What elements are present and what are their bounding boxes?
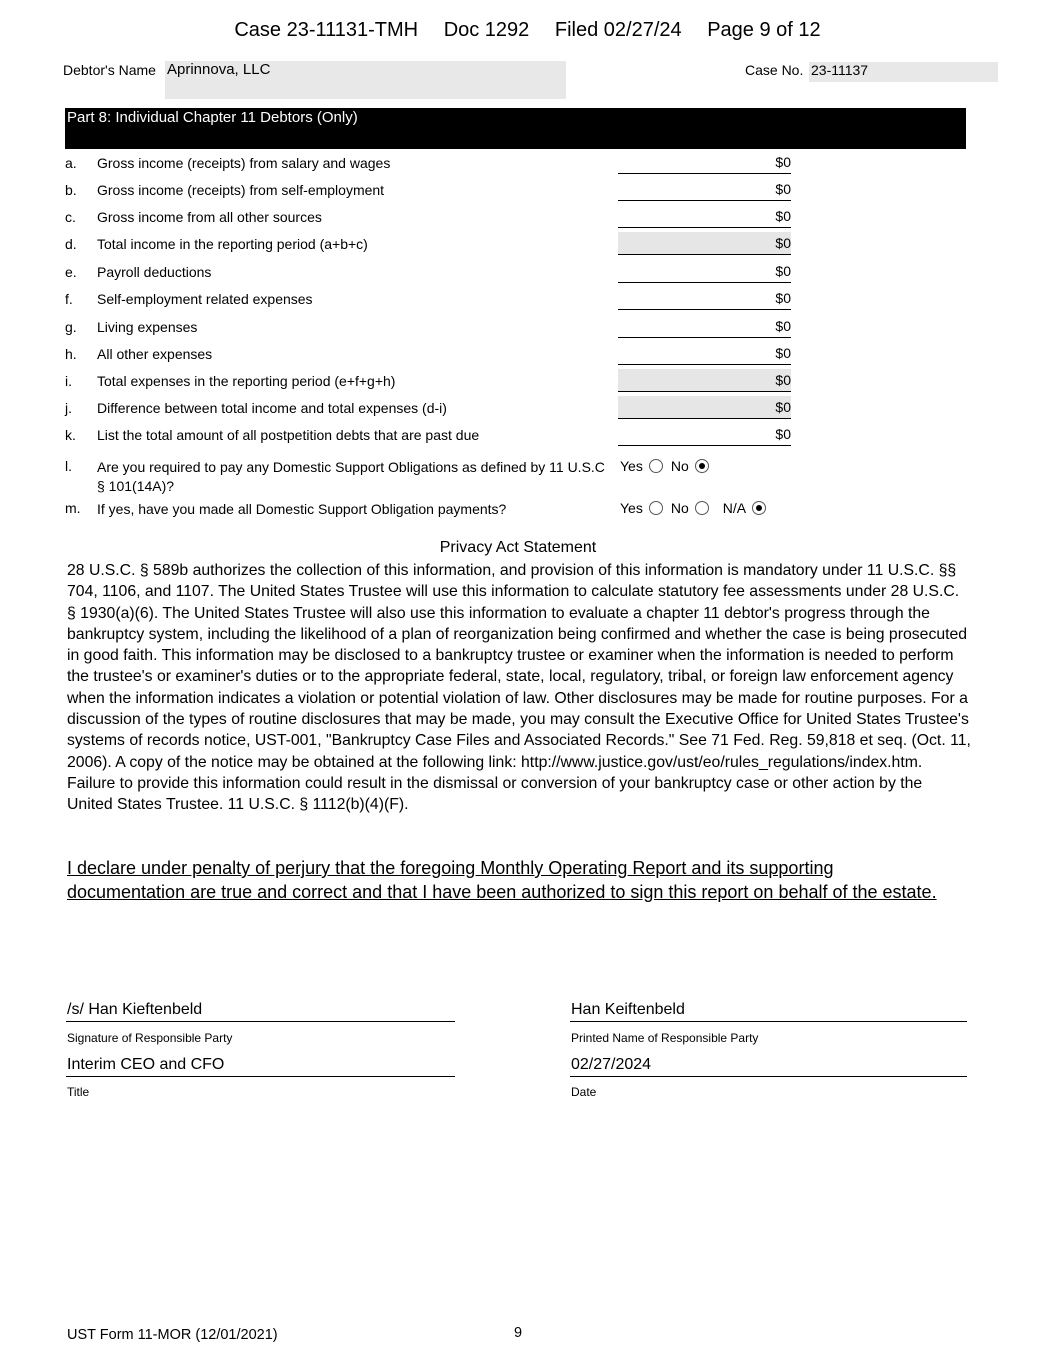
signature-caption: Signature of Responsible Party: [67, 1031, 233, 1045]
line-amount-field[interactable]: $0: [618, 178, 791, 201]
line-total-field: $0: [618, 369, 791, 392]
line-item-i: [0, 373, 1055, 400]
section-header: Part 8: Individual Chapter 11 Debtors (Only): [65, 108, 966, 149]
doc-number: Doc 1292: [443, 19, 530, 41]
line-letter: d.: [65, 236, 77, 252]
line-amount-field[interactable]: $0: [618, 151, 791, 174]
title-field[interactable]: Interim CEO and CFO: [66, 1055, 455, 1077]
line-description: Gross income from all other sources: [97, 209, 322, 225]
line-item-d: [0, 236, 1055, 263]
debtor-name-label: Debtor's Name: [63, 62, 156, 78]
filed-date: Filed 02/27/24: [554, 19, 682, 41]
case-number: Case 23-11131-TMH: [234, 19, 419, 41]
date-caption: Date: [571, 1085, 597, 1099]
line-description: All other expenses: [97, 346, 213, 362]
printed-name-caption: Printed Name of Responsible Party: [571, 1031, 759, 1045]
line-amount-field[interactable]: $0: [618, 205, 791, 228]
line-description: Self-employment related expenses: [97, 291, 313, 307]
line-item-f: [0, 291, 1055, 318]
option-label: Yes: [620, 458, 643, 474]
radio-na-selected-icon[interactable]: [752, 501, 766, 515]
line-item-h: [0, 346, 1055, 373]
answer-options: [620, 458, 717, 474]
page-indicator: Page 9 of 12: [707, 19, 821, 41]
privacy-act-title: Privacy Act Statement: [439, 539, 597, 556]
case-no-label: Case No.: [745, 62, 804, 78]
line-description: Total expenses in the reporting period (e+f+g+h): [97, 373, 396, 389]
radio-no-selected-icon[interactable]: [695, 459, 709, 473]
line-item-a: [0, 155, 1055, 182]
line-description: Gross income (receipts) from salary and wages: [97, 155, 391, 171]
line-letter: h.: [65, 346, 77, 362]
radio-yes-icon[interactable]: [649, 459, 663, 473]
line-letter: e.: [65, 264, 77, 280]
privacy-act-body: 28 U.S.C. § 589b authorizes the collection of this information, and provision of this information is mandatory under 11 U.S.C. §§ 704, 1106, and 1107. The United States Trustee will use this information to calculate statutory fee assessments under 28 U.S.C. § 1930(a)(6). The United States Trustee will also use this information to evaluate a chapter 11 debtor's progress through the bankruptcy system, including the likelihood of a plan of reorganization being confirmed and whether the case is being prosecuted in good faith. This information may be disclosed to a bankruptcy trustee or examiner when the information is needed to perform the trustee's or examiner's duties or to the appropriate federal, state, local, regulatory, tribal, or foreign law enforcement agency when the information indicates a violation or potential violation of law. Other disclosures may be made for routine purposes. For a discussion of the types of routine disclosures that may be made, you may consult the Executive Office for United States Trustee's systems of records notice, UST-001, "Bankruptcy Case Files and Associated Records." See 71 Fed. Reg. 59,818 et seq. (Oct. 11, 2006). A copy of the notice may be obtained at the following link: http://www.justice.gov/ust/eo/rules_regulations/index.htm. Failure to provide this information could result in the dismissal or conversion of your bankruptcy case or other action by the United States Trustee. 11 U.S.C. § 1112(b)(4)(F).: [67, 562, 971, 814]
line-letter: j.: [65, 400, 72, 416]
option-label: No: [670, 500, 689, 516]
signature-field[interactable]: /s/ Han Kieftenbeld: [66, 1000, 455, 1022]
line-letter: b.: [65, 182, 77, 198]
debtor-name-field[interactable]: Aprinnova, LLC: [165, 61, 566, 99]
perjury-declaration: I declare under penalty of perjury that the foregoing Monthly Operating Report and its supporting documentation are true and correct and that I have been authorized to sign this report on behalf of the estate.: [67, 858, 937, 902]
line-description: Payroll deductions: [97, 264, 212, 280]
line-total-field: $0: [618, 396, 791, 419]
line-amount-field[interactable]: $0: [618, 260, 791, 283]
line-item-g: [0, 319, 1055, 346]
line-amount-field[interactable]: $0: [618, 423, 791, 446]
line-description: List the total amount of all postpetition debts that are past due: [97, 427, 480, 443]
line-item-c: [0, 209, 1055, 236]
option-label: Yes: [620, 500, 643, 516]
case-no-field[interactable]: 23-11137: [809, 62, 998, 82]
line-amount-field[interactable]: $0: [618, 315, 791, 338]
line-letter: k.: [65, 427, 76, 443]
line-letter: g.: [65, 319, 77, 335]
line-item-e: [0, 264, 1055, 291]
radio-yes-icon[interactable]: [649, 501, 663, 515]
line-letter: l.: [65, 458, 72, 474]
line-letter: i.: [65, 373, 72, 389]
line-item-j: [0, 400, 1055, 427]
question-text: Are you required to pay any Domestic Support Obligations as defined by 11 U.S.C § 101(14A)?: [97, 459, 605, 494]
line-amount-field[interactable]: $0: [618, 342, 791, 365]
option-no[interactable]: [671, 458, 709, 474]
option-yes[interactable]: [620, 500, 663, 516]
question-text: If yes, have you made all Domestic Support Obligation payments?: [97, 501, 507, 517]
form-identifier: UST Form 11-MOR (12/01/2021): [67, 1327, 278, 1343]
option-na[interactable]: [723, 500, 766, 516]
line-description: Total income in the reporting period (a+b+c): [97, 236, 368, 252]
date-field[interactable]: 02/27/2024: [570, 1055, 967, 1077]
radio-no-icon[interactable]: [695, 501, 709, 515]
title-caption: Title: [67, 1085, 90, 1099]
page-number: 9: [514, 1325, 523, 1341]
line-amount-field[interactable]: $0: [618, 287, 791, 310]
line-letter: f.: [65, 291, 73, 307]
answer-options: [620, 500, 774, 516]
line-description: Gross income (receipts) from self-employment: [97, 182, 385, 198]
line-total-field: $0: [618, 232, 791, 255]
line-description: Difference between total income and total expenses (d-i): [97, 400, 447, 416]
option-no[interactable]: [671, 500, 709, 516]
line-item-b: [0, 182, 1055, 209]
case-header: [0, 19, 1055, 42]
line-letter: m.: [65, 500, 81, 516]
line-letter: c.: [65, 209, 76, 225]
option-yes[interactable]: [620, 458, 663, 474]
option-label: N/A: [722, 500, 747, 516]
line-item-k: [0, 427, 1055, 454]
line-letter: a.: [65, 155, 77, 171]
option-label: No: [670, 458, 689, 474]
printed-name-field[interactable]: Han Keiftenbeld: [570, 1000, 967, 1022]
line-description: Living expenses: [97, 319, 198, 335]
